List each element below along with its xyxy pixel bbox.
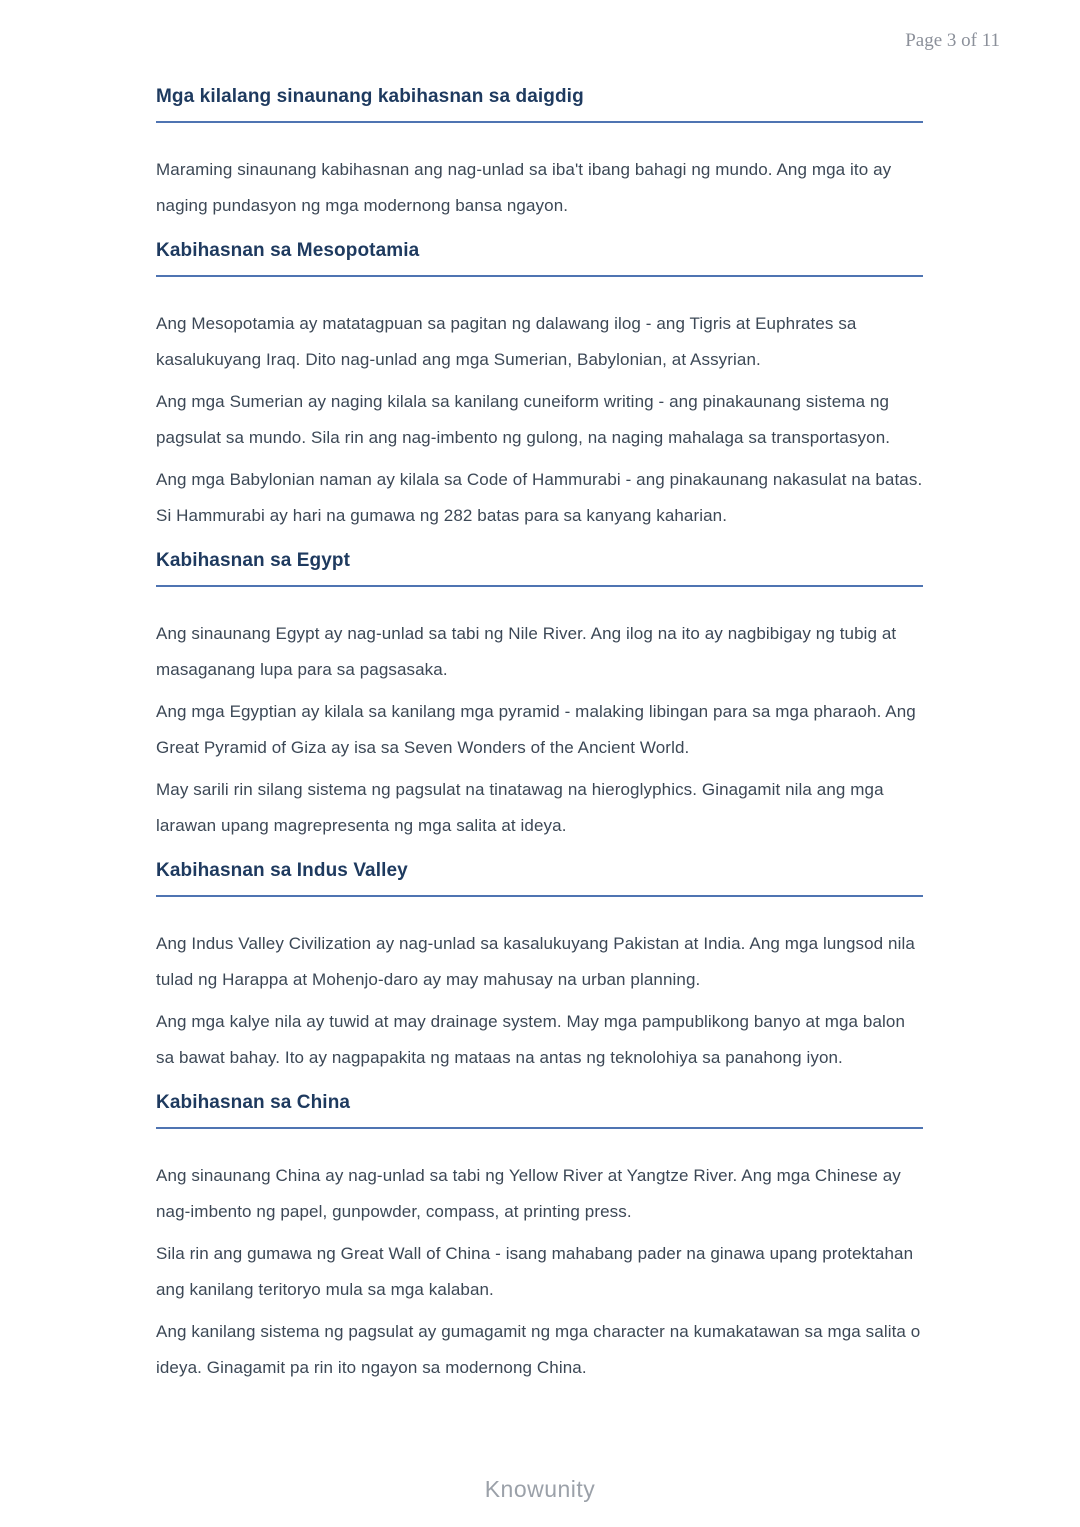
page-indicator: Page 3 of 11 — [905, 30, 1000, 51]
heading-divider — [156, 275, 923, 277]
section-heading: Kabihasnan sa Indus Valley — [156, 860, 408, 881]
section-egypt — [156, 548, 923, 844]
section-heading: Kabihasnan sa Mesopotamia — [156, 240, 420, 261]
section-mesopotamia — [156, 238, 923, 534]
heading-divider — [156, 1127, 923, 1129]
knowunity-watermark: Knowunity — [484, 1476, 596, 1502]
section-china — [156, 1090, 923, 1386]
section-paragraph: Maraming sinaunang kabihasnan ang nag-unlad sa iba't ibang bahagi ng mundo. Ang mga ito ay naging pundasyon ng mga modernong bansa ngayon. — [156, 160, 892, 215]
section-heading: Mga kilalang sinaunang kabihasnan sa daigdig — [156, 86, 584, 107]
section-paragraph: Sila rin ang gumawa ng Great Wall of China - isang mahabang pader na ginawa upang protektahan ang kanilang teritoryo mula sa mga kalaban. — [156, 1244, 914, 1299]
section-paragraph: Ang mga Sumerian ay naging kilala sa kanilang cuneiform writing - ang pinakaunang sistema ng pagsulat sa mundo. Sila rin ang nag-imbento ng gulong, na naging mahalaga sa transportasyon. — [156, 392, 891, 447]
section-intro — [156, 84, 923, 224]
section-paragraph: Ang mga Babylonian naman ay kilala sa Code of Hammurabi - ang pinakaunang nakasulat na batas. Si Hammurabi ay hari na gumawa ng 282 batas para sa kanyang kaharian. — [156, 470, 923, 525]
section-paragraph: May sarili rin silang sistema ng pagsulat na tinatawag na hieroglyphics. Ginagamit nila ang mga larawan upang magrepresenta ng mga salita at ideya. — [156, 780, 884, 835]
heading-divider — [156, 895, 923, 897]
section-paragraph: Ang kanilang sistema ng pagsulat ay gumagamit ng mga character na kumakatawan sa mga salita o ideya. Ginagamit pa rin ito ngayon sa modernong China. — [156, 1322, 921, 1377]
section-paragraph: Ang Mesopotamia ay matatagpuan sa pagitan ng dalawang ilog - ang Tigris at Euphrates sa kasalukuyang Iraq. Dito nag-unlad ang mga Sumerian, Babylonian, at Assyrian. — [156, 314, 857, 369]
section-paragraph: Ang Indus Valley Civilization ay nag-unlad sa kasalukuyang Pakistan at India. Ang mga lungsod nila tulad ng Harappa at Mohenjo-daro ay may mahusay na urban planning. — [156, 934, 915, 989]
document-content — [156, 84, 923, 1400]
section-heading: Kabihasnan sa China — [156, 1092, 351, 1113]
section-paragraph: Ang sinaunang China ay nag-unlad sa tabi ng Yellow River at Yangtze River. Ang mga Chinese ay nag-imbento ng papel, gunpowder, compass, at printing press. — [156, 1166, 901, 1221]
heading-divider — [156, 121, 923, 123]
section-paragraph: Ang sinaunang Egypt ay nag-unlad sa tabi ng Nile River. Ang ilog na ito ay nagbibigay ng tubig at masaganang lupa para sa pagsasaka. — [156, 624, 897, 679]
section-heading: Kabihasnan sa Egypt — [156, 550, 351, 571]
section-paragraph: Ang mga kalye nila ay tuwid at may drainage system. May mga pampublikong banyo at mga balon sa bawat bahay. Ito ay nagpapakita ng mataas na antas ng teknolohiya sa panahong iyon. — [156, 1012, 905, 1067]
section-indus-valley — [156, 858, 923, 1076]
heading-divider — [156, 585, 923, 587]
section-paragraph: Ang mga Egyptian ay kilala sa kanilang mga pyramid - malaking libingan para sa mga pharaoh. Ang Great Pyramid of Giza ay isa sa Seven Wonders of the Ancient World. — [156, 702, 916, 757]
